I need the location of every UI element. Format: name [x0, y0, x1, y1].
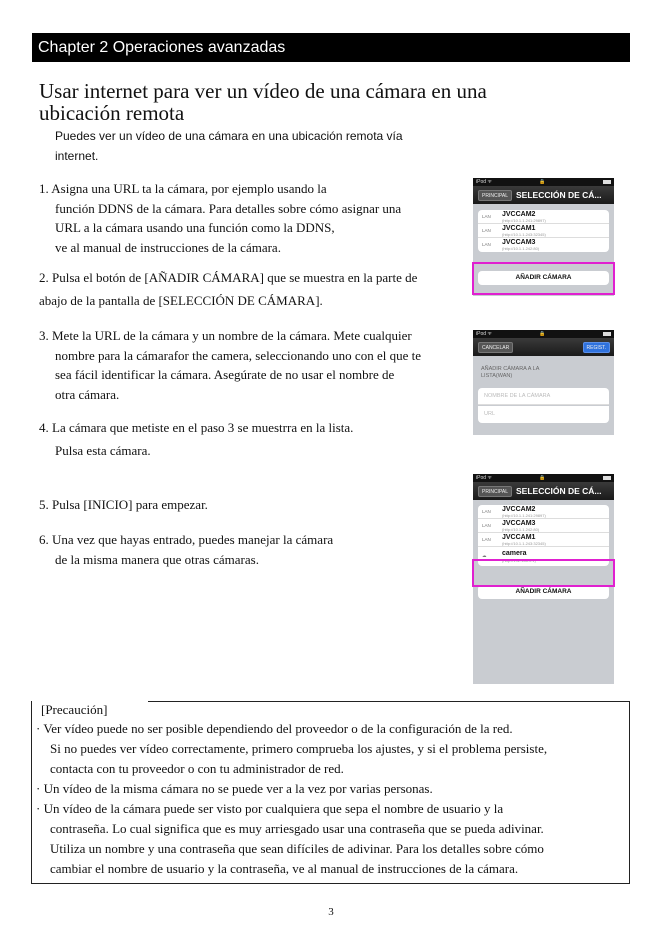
- status-text: iPod ᯤ: [476, 331, 492, 337]
- step-3: [39, 326, 421, 404]
- principal-button[interactable]: PRINCIPAL: [478, 486, 512, 497]
- step-1-line-2: función DDNS de la cámara. Para detalles sobre cómo asignar una: [55, 200, 402, 216]
- camera-name: JVCCAM2: [502, 506, 536, 513]
- camera-name: JVCCAM1: [502, 225, 536, 232]
- caution-line-8: cambiar el nombre de usuario y la contraseña, ve al manual de instrucciones de la cámara.: [50, 861, 519, 876]
- list-item[interactable]: [478, 210, 609, 224]
- step-2-line-1: 2. Pulsa el botón de [AÑADIR CÁMARA] que se muestra en la parte de: [39, 270, 418, 285]
- camera-name: JVCCAM3: [502, 520, 536, 527]
- status-text: iPod ᯤ: [476, 179, 492, 185]
- status-text: iPod ᯤ: [476, 475, 492, 481]
- nav-title: SELECCIÓN DE CÁ...: [516, 486, 602, 496]
- caution-line-3: contacta con tu proveedor o con tu administrador de red.: [50, 761, 344, 776]
- title-line-2: ubicación remota: [39, 101, 185, 125]
- step-3-line-3: sea fácil identificar la cámara. Asegúrate de no usar el nombre de: [55, 367, 395, 382]
- caution-box: [31, 701, 630, 884]
- nav-bar: [473, 482, 614, 500]
- list-item[interactable]: [478, 519, 609, 533]
- cancel-button[interactable]: CANCELAR: [478, 342, 513, 353]
- caution-line-4: · Un vídeo de la misma cámara no se puede ver a la vez por varias personas.: [36, 781, 433, 796]
- step-1: [39, 179, 401, 257]
- camera-list: [478, 210, 609, 252]
- step-3-line-1: 3. Mete la URL de la cámara y un nombre de la cámara. Mete cualquier: [39, 328, 412, 343]
- caution-line-5: · Un vídeo de la cámara puede ser visto por cualquiera que sepa el nombre de usuario y la: [36, 801, 504, 816]
- caution-line-6: contraseña. Lo cual significa que es muy arriesgado usar una contraseña que se pueda adivinar.: [50, 821, 544, 836]
- list-item[interactable]: [478, 224, 609, 238]
- url-input[interactable]: URL: [478, 406, 609, 423]
- camera-address: (http://10.1.1.241:29897): [502, 218, 546, 223]
- list-item[interactable]: [478, 238, 609, 252]
- lan-badge: LAN: [482, 537, 491, 542]
- step-4-line-2: Pulsa esta cámara.: [55, 442, 151, 458]
- status-bar: [473, 330, 614, 338]
- camera-name: JVCCAM1: [502, 534, 536, 541]
- lan-badge: LAN: [482, 242, 491, 247]
- step-1-line-3: URL a la cámara usando una función como la DDNS,: [55, 220, 335, 235]
- lan-badge: LAN: [482, 228, 491, 233]
- camera-address: (http://10.1.1.242:80): [502, 246, 540, 251]
- battery-icon: [603, 332, 611, 336]
- step-4: [39, 418, 353, 460]
- lock-icon: 🔒: [539, 475, 546, 481]
- camera-name: camera: [502, 550, 527, 557]
- camera-address: (http://192.168.1.1): [502, 558, 536, 563]
- caution-line-2: Si no puedes ver vídeo correctamente, primero comprueba los ajustes, y si el problema persiste,: [50, 741, 548, 756]
- lan-badge: LAN: [482, 214, 491, 219]
- battery-icon: [603, 476, 611, 480]
- nav-bar: [473, 338, 614, 356]
- lock-icon: 🔒: [539, 179, 546, 185]
- step-1-line-1: 1. Asigna una URL ta la cámara, por ejemplo usando la: [39, 181, 327, 196]
- status-bar: [473, 474, 614, 482]
- nav-title: SELECCIÓN DE CÁ...: [516, 190, 602, 200]
- principal-button[interactable]: PRINCIPAL: [478, 190, 512, 201]
- step-5: [39, 495, 208, 515]
- step-6-line-2: de la misma manera que otras cámaras.: [55, 551, 259, 567]
- regist-button[interactable]: REGIST.: [583, 342, 610, 353]
- add-camera-button[interactable]: AÑADIR CÁMARA: [478, 585, 609, 599]
- list-item[interactable]: [478, 505, 609, 519]
- section-title: [39, 80, 559, 124]
- page-number: 3: [328, 906, 334, 918]
- highlight-new-camera: [472, 559, 615, 587]
- list-item[interactable]: [478, 533, 609, 547]
- step-3-line-2: nombre para la cámarafor the camera, seleccionando uno con el que te: [55, 347, 421, 363]
- screenshot-add-camera: [473, 330, 614, 435]
- camera-address: (http://10.1.1.243:32345): [502, 232, 546, 237]
- nav-bar: [473, 186, 614, 204]
- step-5-line-1: 5. Pulsa [INICIO] para empezar.: [39, 497, 208, 512]
- title-line-1: Usar internet para ver un vídeo de una cámara en una: [39, 79, 487, 103]
- camera-name-input[interactable]: NOMBRE DE LA CÁMARA: [478, 388, 609, 405]
- step-4-line-1: 4. La cámara que metiste en el paso 3 se muestrra en la lista.: [39, 420, 354, 435]
- camera-name: JVCCAM3: [502, 239, 536, 246]
- camera-list: [478, 505, 609, 566]
- add-camera-button[interactable]: AÑADIR CÁMARA: [478, 271, 609, 285]
- step-6-line-1: 6. Una vez que hayas entrado, puedes manejar la cámara: [39, 532, 334, 547]
- intro-text: [55, 126, 455, 166]
- step-1-line-4: ve al manual de instrucciones de la cámara.: [55, 239, 281, 255]
- lan-badge: LAN: [482, 509, 491, 514]
- camera-address: (http://10.1.1.243:32345): [502, 541, 546, 546]
- caution-line-7: Utiliza un nombre y una contraseña que sean difíciles de adivinar. Para los detalles sobre cómo: [50, 841, 544, 856]
- step-6: [39, 530, 333, 569]
- caution-line-1: · Ver vídeo puede no ser posible dependiendo del proveedor o de la configuración de la red.: [36, 721, 513, 736]
- caution-title: [Precaución]: [41, 702, 108, 717]
- caution-top-border: [148, 701, 629, 702]
- camera-address: (http://10.1.1.242:80): [502, 527, 540, 532]
- camera-name: JVCCAM2: [502, 211, 536, 218]
- step-2-line-2: abajo de la pantalla de [SELECCIÓN DE CÁMARA].: [39, 292, 323, 308]
- wan-icon: ☁: [482, 553, 487, 558]
- intro-line-2: internet.: [55, 149, 99, 163]
- chapter-header: Chapter 2 Operaciones avanzadas: [32, 33, 630, 62]
- camera-address: (http://10.1.1.241:29897): [502, 513, 546, 518]
- lock-icon: 🔒: [539, 331, 546, 337]
- status-bar: [473, 178, 614, 186]
- lan-badge: LAN: [482, 523, 491, 528]
- caution-body: [32, 719, 627, 879]
- intro-line-1: Puedes ver un vídeo de una cámara en una ubicación remota vía: [55, 129, 403, 143]
- form-label: [481, 366, 539, 380]
- step-2: [39, 268, 417, 310]
- step-3-line-4: otra cámara.: [55, 386, 120, 402]
- form-label-line-2: LISTA(WAN): [481, 373, 513, 379]
- highlight-add-camera: [472, 262, 615, 295]
- battery-icon: [603, 180, 611, 184]
- form-label-line-1: AÑADIR CÁMARA A LA: [481, 366, 540, 372]
